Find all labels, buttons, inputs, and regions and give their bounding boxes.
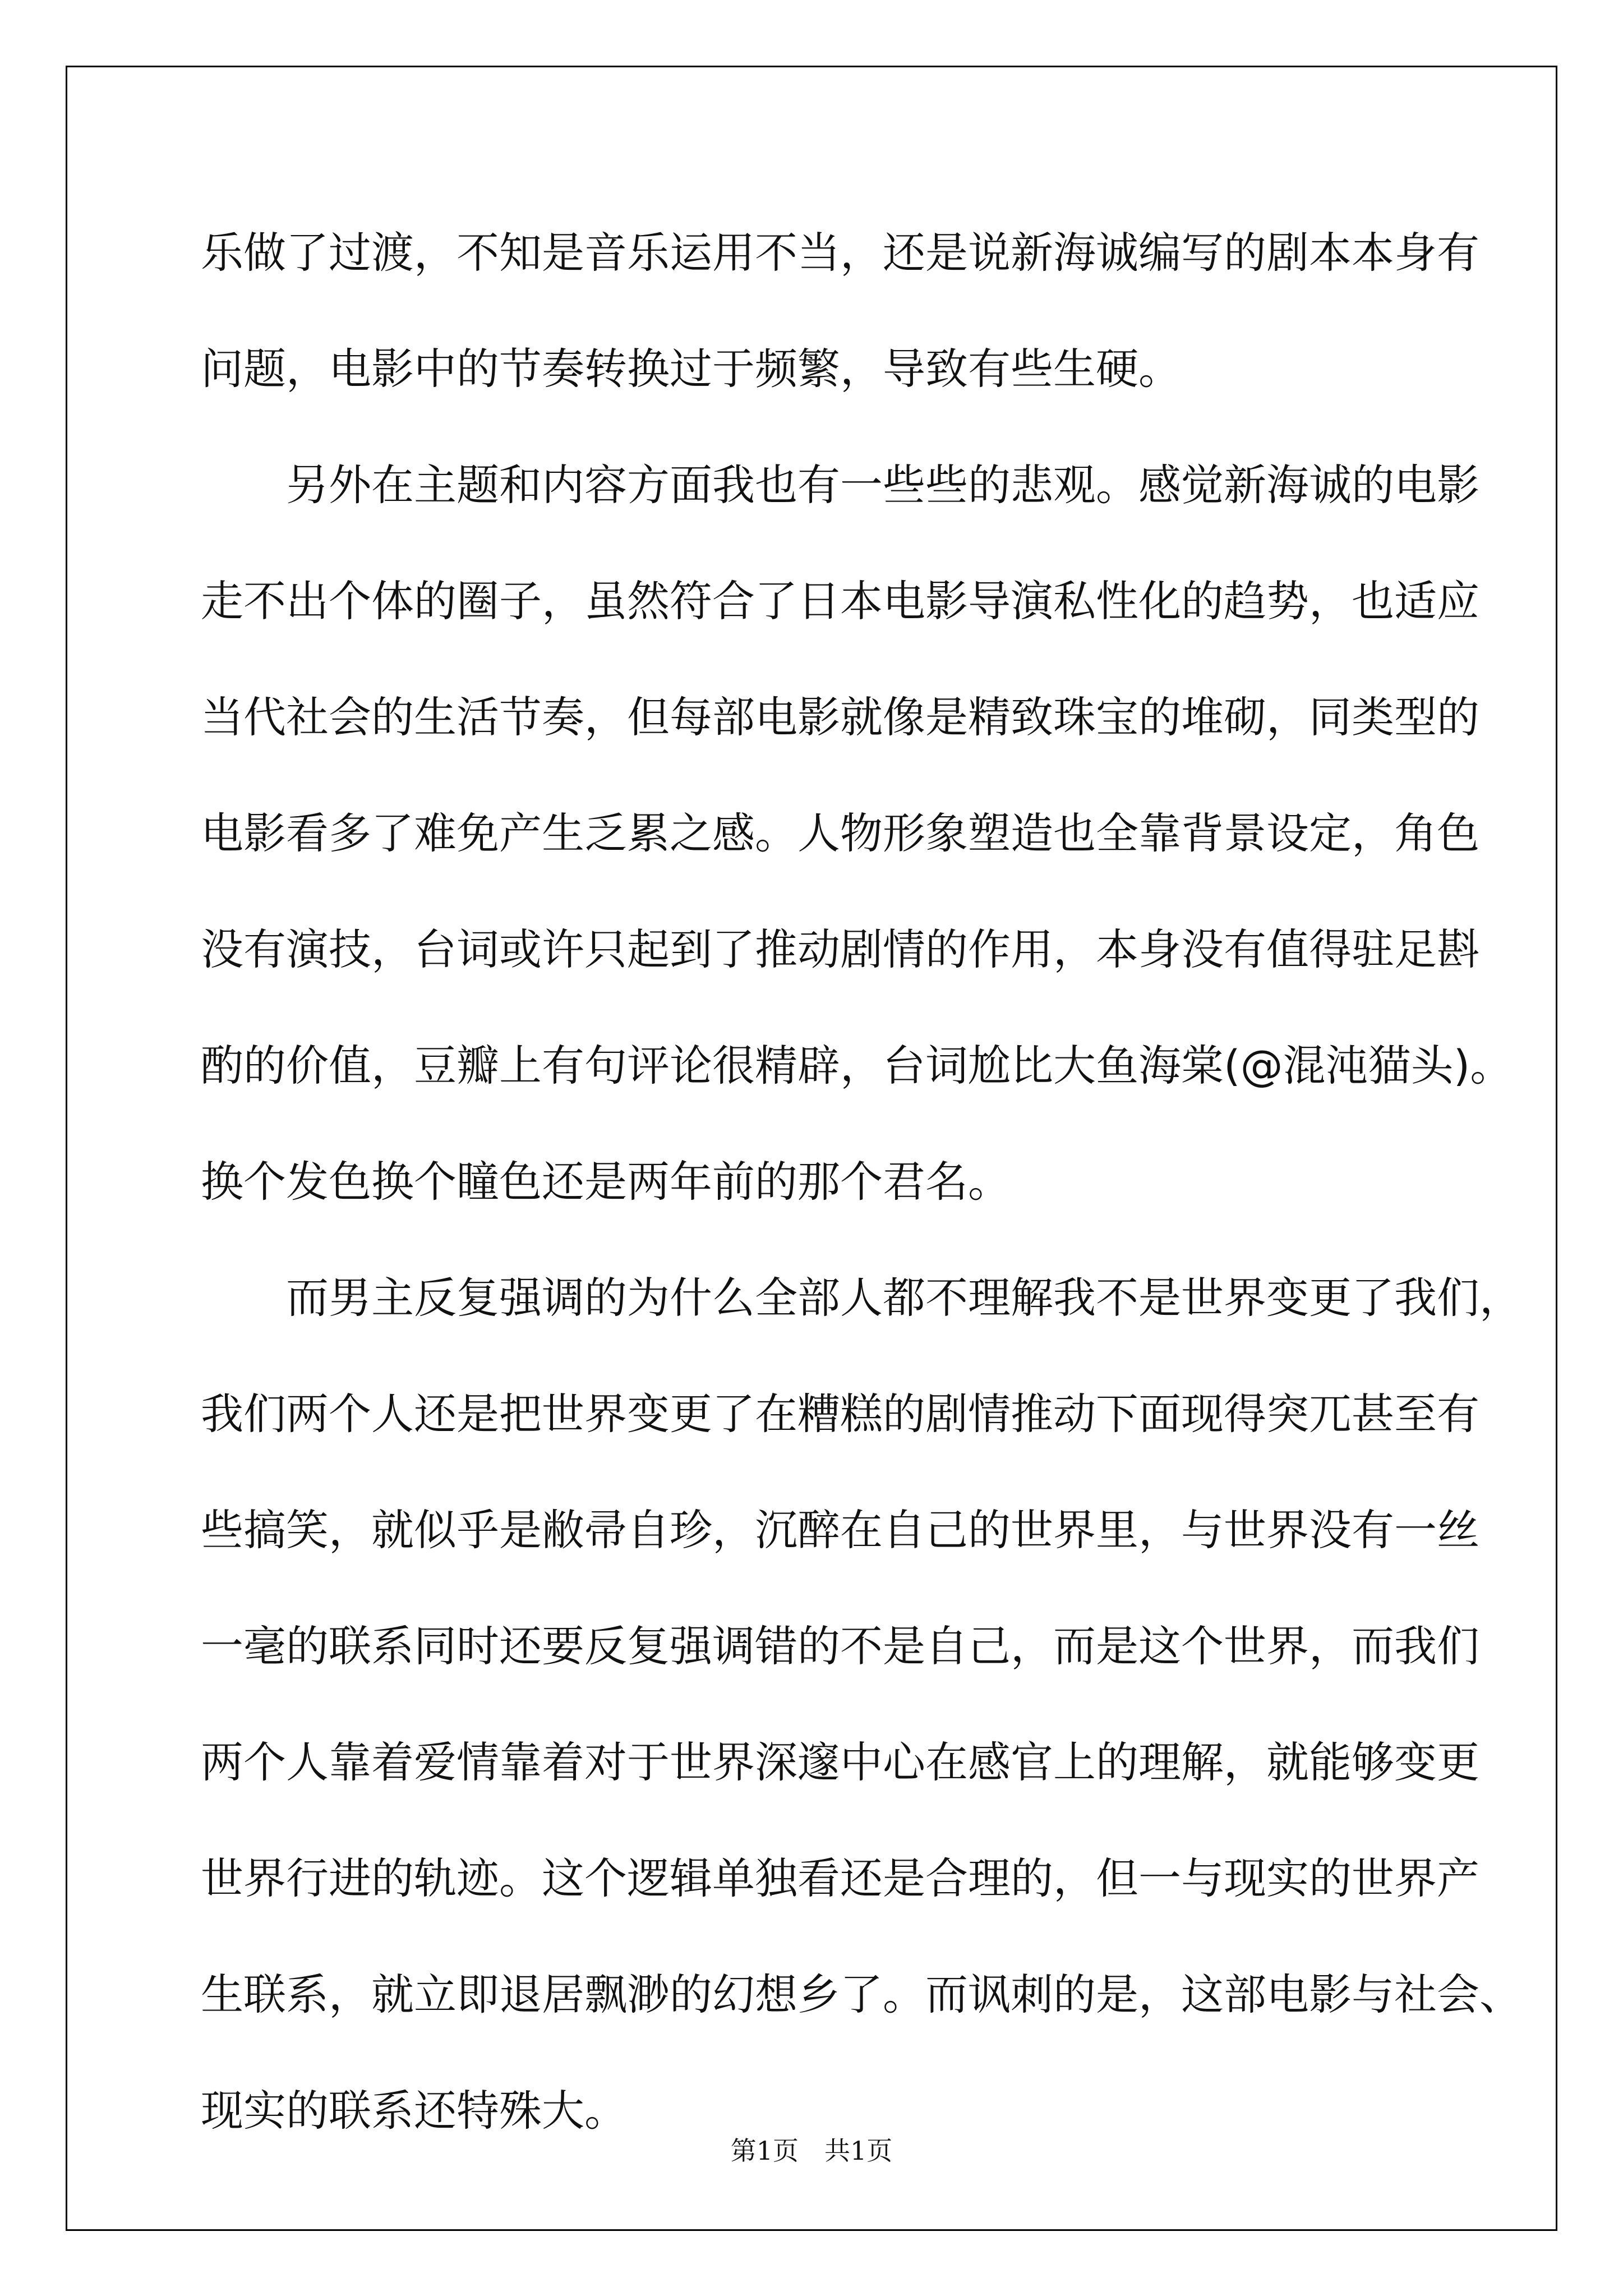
- page-number-footer: 第1页 共1页: [730, 2136, 893, 2166]
